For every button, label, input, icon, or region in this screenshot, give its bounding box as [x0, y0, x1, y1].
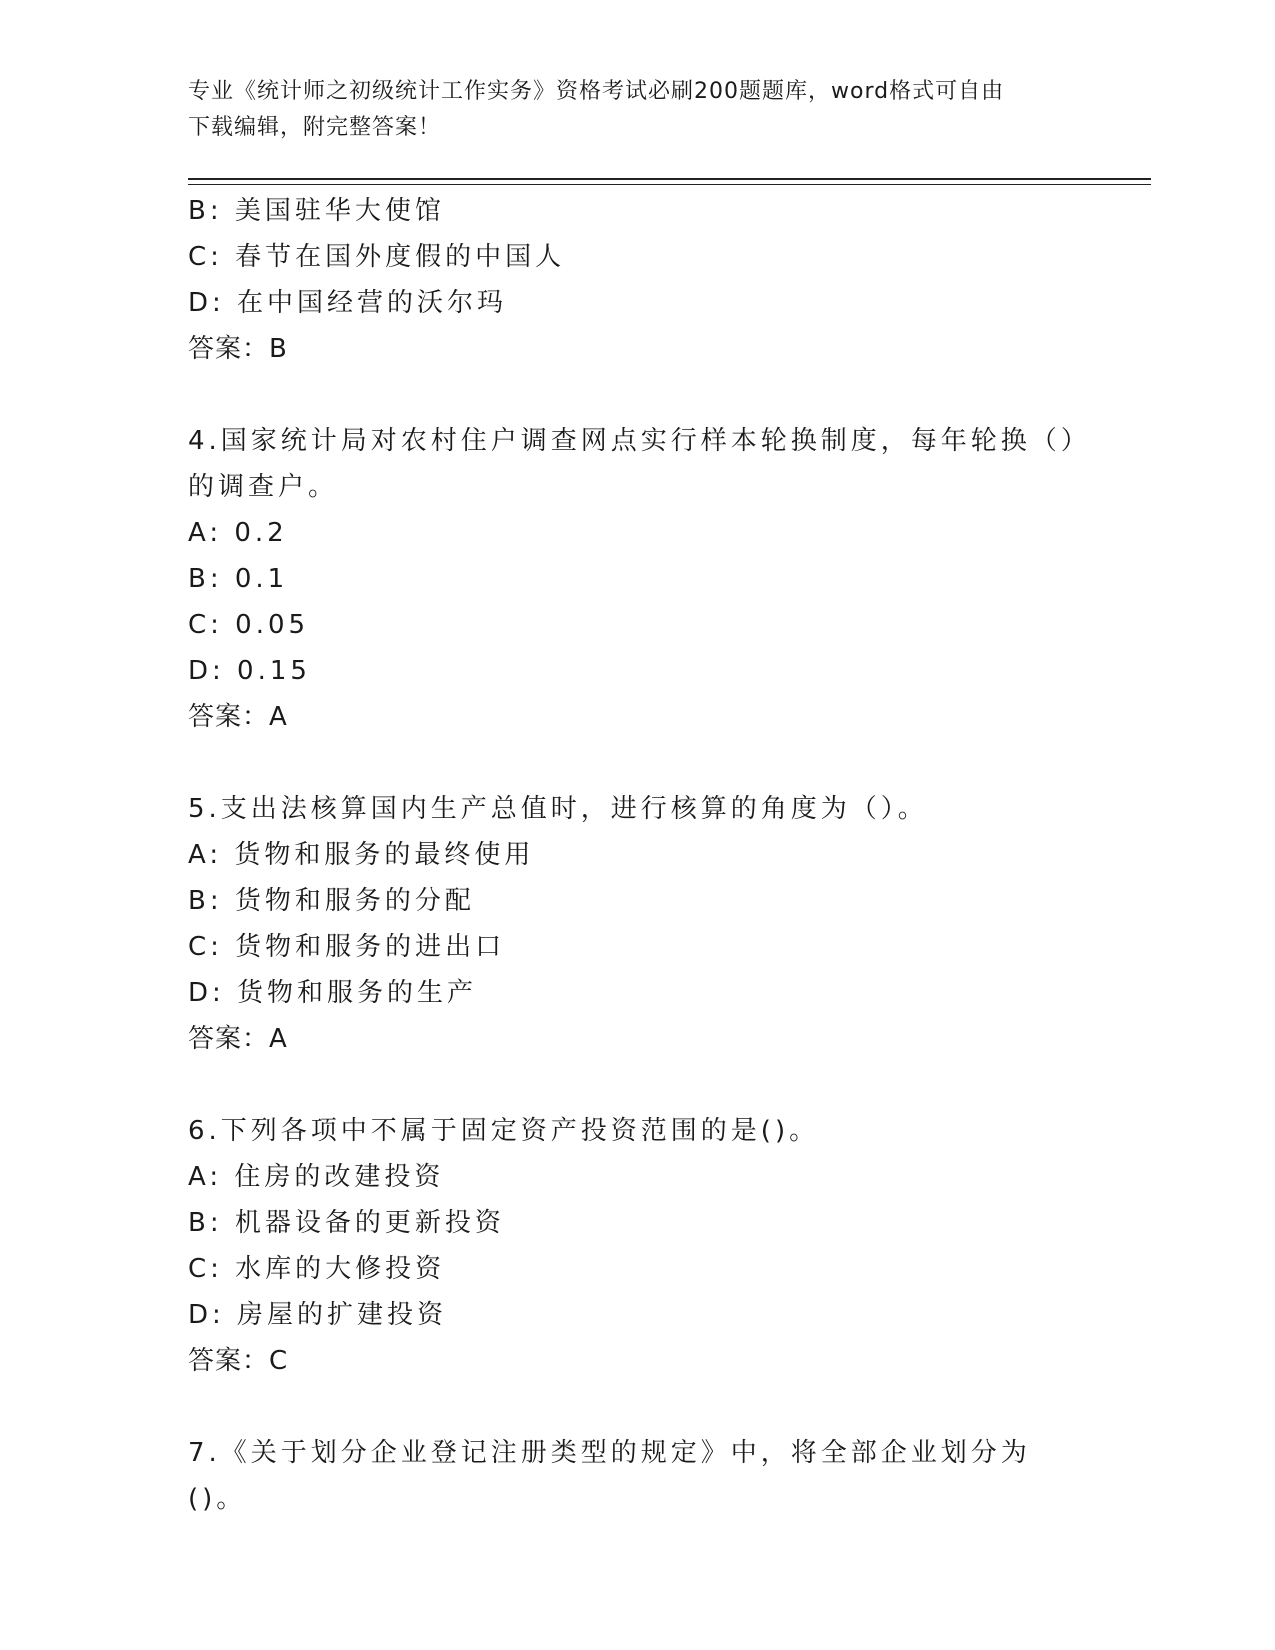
option-d: D: 房屋的扩建投资 [188, 1300, 448, 1330]
question-stem: 7.《关于划分企业登记注册类型的规定》中，将全部企业划分为()。 [188, 1438, 1031, 1514]
option-c: C: 货物和服务的进出口 [188, 932, 506, 962]
header-line-1: 专业《统计师之初级统计工作实务》资格考试必刷200题题库，word格式可自由 [188, 79, 1005, 104]
document-header [188, 74, 1088, 146]
option-b: B: 货物和服务的分配 [188, 886, 475, 916]
option-c: C: 春节在国外度假的中国人 [188, 242, 566, 272]
option-c: C: 水库的大修投资 [188, 1254, 446, 1284]
question-7 [188, 1430, 1088, 1522]
question-stem: 5.支出法核算国内生产总值时，进行核算的角度为（）。 [188, 794, 928, 824]
question-stem: 4.国家统计局对农村住户调查网点实行样本轮换制度，每年轮换（） [188, 426, 1091, 456]
option-d: D: 在中国经营的沃尔玛 [188, 288, 508, 318]
question-list [188, 188, 1091, 1522]
question-6 [188, 1108, 1088, 1384]
option-d: D: 0.15 [188, 656, 311, 686]
question-4 [188, 418, 1091, 740]
question-stem-continued: 的调查户。 [188, 472, 339, 502]
header-line-2: 下载编辑，附完整答案！ [188, 115, 442, 140]
answer-line: 答案：B [188, 334, 288, 364]
answer-line: 答案：C [188, 1346, 289, 1376]
option-b: B: 0.1 [188, 564, 289, 594]
option-b: B: 美国驻华大使馆 [188, 196, 445, 226]
option-b: B: 机器设备的更新投资 [188, 1208, 505, 1238]
question-stem: 6.下列各项中不属于固定资产投资范围的是()。 [188, 1116, 820, 1146]
question-3-continued [188, 188, 1088, 372]
option-a: A: 货物和服务的最终使用 [188, 840, 535, 870]
option-c: C: 0.05 [188, 610, 310, 640]
header-divider [188, 178, 1151, 185]
option-a: A: 0.2 [188, 518, 288, 548]
answer-line: 答案：A [188, 1024, 288, 1054]
option-d: D: 货物和服务的生产 [188, 978, 478, 1008]
option-a: A: 住房的改建投资 [188, 1162, 445, 1192]
answer-line: 答案：A [188, 702, 288, 732]
question-5 [188, 786, 1088, 1062]
